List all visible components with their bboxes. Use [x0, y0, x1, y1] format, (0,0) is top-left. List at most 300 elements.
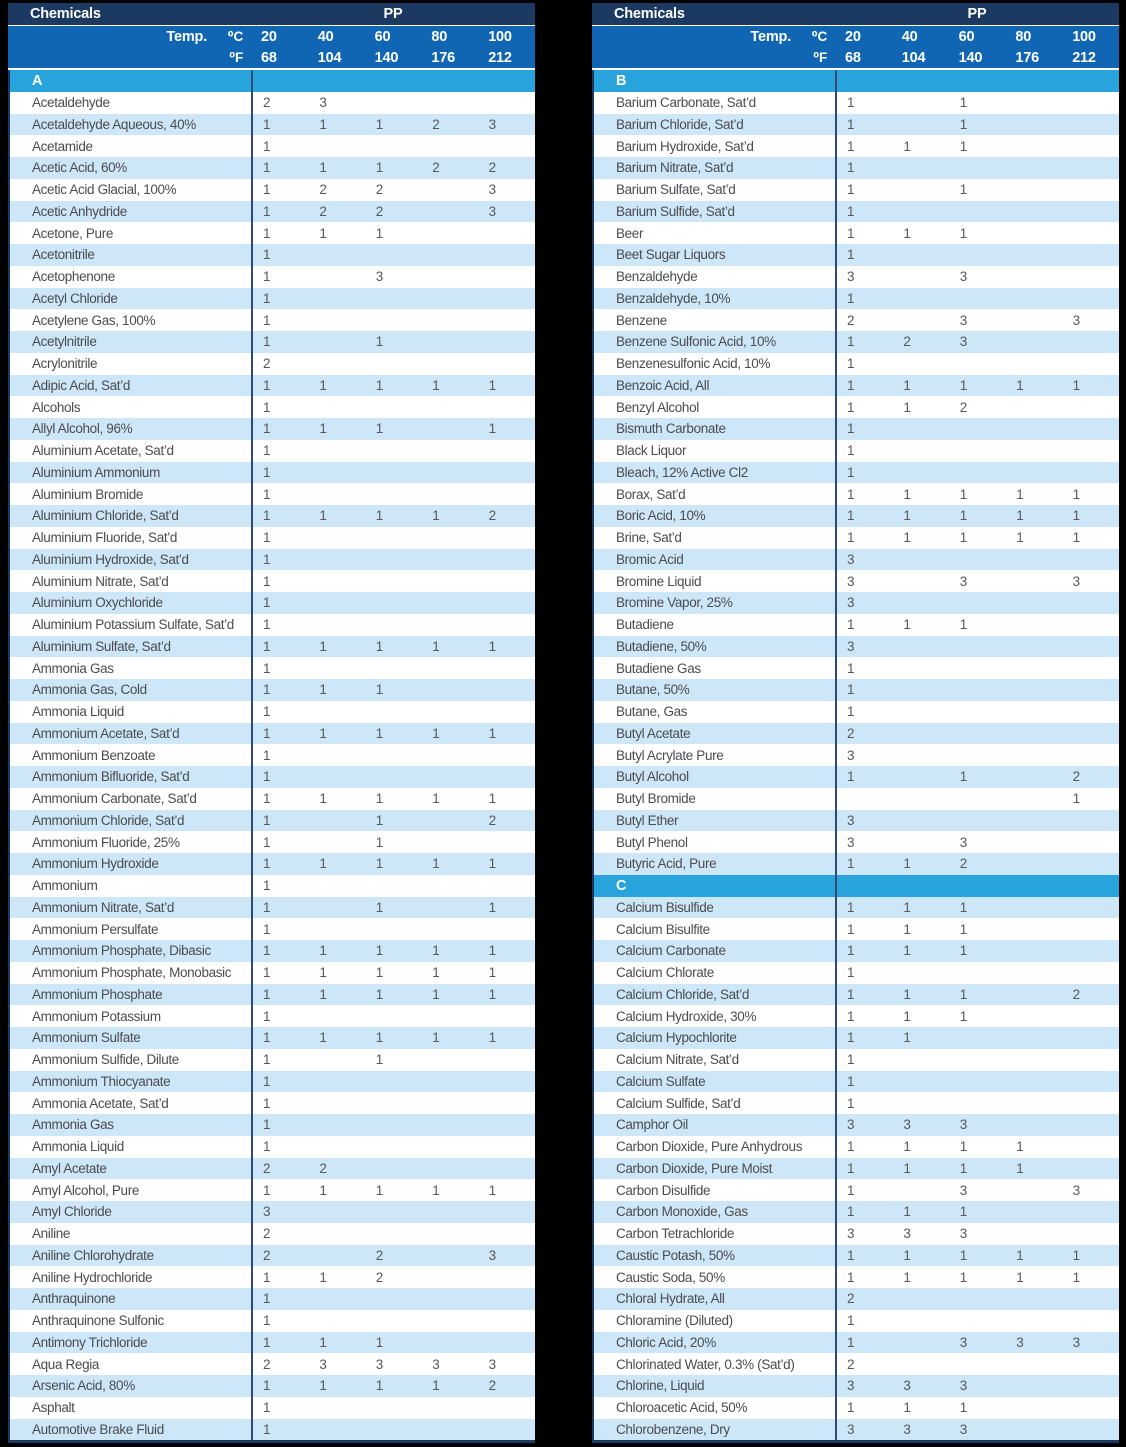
temp-f-col-3: 140 — [958, 49, 983, 66]
rating-value — [893, 744, 949, 766]
rating-value — [1006, 1114, 1062, 1136]
rating-value: 1 — [959, 377, 968, 393]
rating-value — [1006, 440, 1062, 462]
chemical-name: Butyl Acetate — [594, 723, 837, 745]
table-row — [594, 897, 1119, 919]
rating-value — [366, 1136, 422, 1158]
chemical-name: Butyric Acid, Pure — [594, 853, 837, 875]
rating-value — [1006, 1071, 1062, 1093]
table-row — [594, 440, 1119, 462]
rating-value — [422, 1158, 478, 1180]
rating-value: 1 — [432, 508, 440, 524]
rating-value — [422, 288, 478, 310]
rating-value — [1063, 462, 1119, 484]
temp-f-col-5: 212 — [1072, 49, 1096, 66]
table-row — [10, 92, 535, 114]
rating-value — [309, 744, 365, 766]
rating-value — [479, 1201, 535, 1223]
table-row — [594, 527, 1119, 549]
rating-value — [1006, 1419, 1062, 1441]
rating-value: 1 — [488, 421, 497, 437]
rating-value: 2 — [263, 95, 271, 111]
rating-value — [1006, 331, 1062, 353]
rating-value — [309, 483, 365, 505]
chemical-name: Ammonia Gas — [10, 1114, 253, 1136]
rating-value — [479, 875, 535, 897]
rating-value: 1 — [903, 921, 911, 937]
table-row — [594, 266, 1119, 288]
table-row — [594, 766, 1119, 788]
chemical-name: Acetic Acid Glacial, 100% — [10, 179, 253, 201]
rating-value: 1 — [488, 856, 497, 872]
rating-value — [1063, 636, 1119, 658]
chemical-name: Butyl Bromide — [594, 788, 837, 810]
rating-value: 1 — [959, 225, 968, 241]
chemicals-column-header: Chemicals — [30, 6, 101, 22]
chemical-name: Benzaldehyde — [594, 266, 837, 288]
chemicals-column-header: Chemicals — [614, 6, 685, 22]
table-row — [594, 1223, 1119, 1245]
table-row — [594, 1158, 1119, 1180]
rating-value: 3 — [959, 1117, 968, 1133]
rating-value: 1 — [959, 182, 968, 198]
table-row — [594, 831, 1119, 853]
rating-value — [479, 1049, 535, 1071]
rating-value — [479, 1419, 535, 1441]
chemical-name: Ammonium Benzoate — [10, 744, 253, 766]
table-row — [10, 1027, 535, 1049]
rating-value — [479, 309, 535, 331]
rating-value — [950, 244, 1006, 266]
rating-value: 1 — [959, 116, 968, 132]
rating-value: 1 — [847, 377, 855, 393]
rating-value: 3 — [847, 638, 855, 654]
table-row — [10, 940, 535, 962]
rating-value: 1 — [319, 1182, 327, 1198]
rating-value: 1 — [263, 986, 271, 1002]
rating-value — [893, 1288, 949, 1310]
table-row — [10, 1353, 535, 1375]
chemical-name: Acetic Anhydride — [10, 201, 253, 223]
rating-value: 2 — [847, 1291, 855, 1307]
chemical-name: Butadiene — [594, 614, 837, 636]
rating-value — [950, 1288, 1006, 1310]
rating-value: 1 — [1016, 1247, 1024, 1263]
rating-value — [479, 1223, 535, 1245]
rating-value — [1063, 1288, 1119, 1310]
rating-value: 3 — [847, 1421, 855, 1437]
rating-value: 1 — [488, 725, 497, 741]
rating-value: 1 — [375, 965, 384, 981]
table-row — [594, 636, 1119, 658]
rating-value: 3 — [847, 834, 855, 850]
rating-value — [1006, 1288, 1062, 1310]
rating-value — [479, 570, 535, 592]
chem-compat-table-left — [8, 3, 535, 1443]
table-row — [10, 657, 535, 679]
table-row — [10, 331, 535, 353]
rating-value — [309, 135, 365, 157]
rating-value: 1 — [263, 704, 271, 720]
chem-compat-table-right — [592, 3, 1119, 1443]
rating-value: 1 — [432, 856, 440, 872]
table-row — [10, 483, 535, 505]
rating-value — [950, 962, 1006, 984]
rating-value — [366, 570, 422, 592]
table-row — [10, 114, 535, 136]
chemical-name: Chlorine, Liquid — [594, 1375, 837, 1397]
rating-value — [422, 92, 478, 114]
rating-value — [422, 1201, 478, 1223]
chemical-name: Acetamide — [10, 135, 253, 157]
chemical-name: Acetone, Pure — [10, 222, 253, 244]
rating-value — [422, 701, 478, 723]
rating-value: 1 — [847, 443, 855, 459]
rating-value — [1006, 744, 1062, 766]
rating-value: 1 — [263, 943, 271, 959]
rating-value — [1006, 1179, 1062, 1201]
rating-value: 1 — [488, 965, 497, 981]
chemical-name: Calcium Bisulfide — [594, 897, 837, 919]
table-row — [594, 1375, 1119, 1397]
rating-value: 3 — [903, 1226, 911, 1242]
rating-value: 1 — [847, 138, 855, 154]
rating-value — [422, 222, 478, 244]
table-row — [594, 1005, 1119, 1027]
rating-value — [893, 570, 949, 592]
rating-value: 2 — [319, 182, 327, 198]
rating-value: 1 — [903, 377, 911, 393]
rating-value: 1 — [263, 1073, 271, 1089]
rating-value: 1 — [959, 1139, 968, 1155]
rating-value: 3 — [847, 269, 855, 285]
table-row — [594, 157, 1119, 179]
table-title-row — [8, 3, 535, 26]
rating-value: 1 — [847, 1334, 855, 1350]
rating-value: 3 — [959, 834, 968, 850]
rating-value — [950, 157, 1006, 179]
rating-value — [1006, 244, 1062, 266]
table-body — [592, 70, 1119, 1443]
section-letter: B — [594, 70, 837, 92]
chemical-name: Acetylnitrile — [10, 331, 253, 353]
rating-value — [422, 831, 478, 853]
rating-value — [1063, 701, 1119, 723]
rating-value: 2 — [847, 725, 855, 741]
rating-value — [1006, 179, 1062, 201]
chemical-name: Aluminium Nitrate, Sat’d — [10, 570, 253, 592]
rating-value: 1 — [1072, 1247, 1081, 1263]
rating-value — [366, 875, 422, 897]
fahrenheit-row — [8, 47, 535, 68]
rating-value — [893, 636, 949, 658]
rating-value: 3 — [959, 1334, 968, 1350]
rating-value: 1 — [375, 508, 384, 524]
temp-c-col-3: 60 — [958, 28, 975, 45]
rating-value — [479, 918, 535, 940]
chemical-name: Acetyl Chloride — [10, 288, 253, 310]
rating-value: 2 — [263, 1247, 271, 1263]
rating-value: 2 — [375, 1269, 384, 1285]
rating-value: 1 — [263, 464, 271, 480]
chemical-name: Calcium Carbonate — [594, 940, 837, 962]
table-row — [10, 744, 535, 766]
rating-value: 1 — [959, 617, 968, 633]
chemical-name: Ammonium — [10, 875, 253, 897]
table-row — [10, 1245, 535, 1267]
chemical-name: Bromic Acid — [594, 549, 837, 571]
rating-value: 1 — [847, 95, 855, 111]
rating-value: 1 — [847, 1030, 855, 1046]
chemical-name: Benzene — [594, 309, 837, 331]
rating-value — [422, 875, 478, 897]
chemical-name: Ammonium Phosphate — [10, 984, 253, 1006]
rating-value — [422, 614, 478, 636]
chemical-name: Automotive Brake Fluid — [10, 1419, 253, 1441]
rating-value — [1006, 984, 1062, 1006]
rating-value — [1006, 157, 1062, 179]
table-row — [10, 614, 535, 636]
section-header — [10, 70, 535, 92]
rating-value — [366, 483, 422, 505]
rating-value: 1 — [432, 943, 440, 959]
rating-value — [950, 657, 1006, 679]
rating-value — [422, 462, 478, 484]
rating-value — [422, 1049, 478, 1071]
rating-value — [366, 1201, 422, 1223]
rating-value: 1 — [959, 1400, 968, 1416]
rating-value — [1006, 962, 1062, 984]
rating-value: 1 — [263, 203, 271, 219]
rating-value — [1063, 1049, 1119, 1071]
rating-value — [366, 614, 422, 636]
rating-value: 1 — [263, 617, 271, 633]
rating-value — [893, 1310, 949, 1332]
rating-value: 1 — [263, 965, 271, 981]
chemical-name: Acetylene Gas, 100% — [10, 309, 253, 331]
chemical-name: Calcium Nitrate, Sat’d — [594, 1049, 837, 1071]
rating-value — [309, 897, 365, 919]
rating-value — [1006, 266, 1062, 288]
rating-value: 1 — [1072, 486, 1081, 502]
rating-value: 1 — [263, 725, 271, 741]
chemical-name: Benzaldehyde, 10% — [594, 288, 837, 310]
temp-c-col-5: 100 — [488, 28, 512, 45]
rating-value — [893, 810, 949, 832]
rating-value — [422, 353, 478, 375]
rating-value: 1 — [432, 965, 440, 981]
rating-value — [1006, 1049, 1062, 1071]
rating-value: 1 — [263, 399, 271, 415]
rating-value — [422, 744, 478, 766]
rating-value: 1 — [959, 1204, 968, 1220]
table-row — [10, 201, 535, 223]
rating-value: 2 — [959, 856, 968, 872]
rating-value: 1 — [375, 899, 384, 915]
rating-value: 1 — [375, 856, 384, 872]
rating-value: 3 — [1072, 312, 1081, 328]
table-row — [10, 179, 535, 201]
rating-value: 1 — [319, 1334, 327, 1350]
rating-value — [366, 462, 422, 484]
rating-value — [1006, 201, 1062, 223]
rating-value — [1006, 353, 1062, 375]
rating-value: 1 — [903, 138, 911, 154]
rating-value: 1 — [319, 1269, 327, 1285]
chemical-name: Ammonium Chloride, Sat’d — [10, 810, 253, 832]
table-row — [594, 396, 1119, 418]
rating-value: 1 — [263, 899, 271, 915]
rating-value — [479, 288, 535, 310]
rating-value: 1 — [432, 1378, 440, 1394]
section-letter: C — [594, 875, 837, 897]
rating-value — [309, 1005, 365, 1027]
table-row — [10, 135, 535, 157]
rating-value — [366, 353, 422, 375]
rating-value — [893, 114, 949, 136]
rating-value: 1 — [959, 1269, 968, 1285]
rating-value — [1006, 701, 1062, 723]
temp-f-col-2: 104 — [317, 49, 342, 66]
rating-value — [309, 614, 365, 636]
table-row — [594, 1027, 1119, 1049]
rating-value: 1 — [847, 682, 855, 698]
rating-value: 1 — [903, 1139, 911, 1155]
rating-value — [366, 1223, 422, 1245]
rating-value: 1 — [263, 747, 271, 763]
rating-value: 1 — [375, 1182, 384, 1198]
rating-value — [950, 1027, 1006, 1049]
chemical-name: Acetaldehyde — [10, 92, 253, 114]
table-row — [10, 1201, 535, 1223]
rating-value: 1 — [847, 986, 855, 1002]
rating-value — [950, 788, 1006, 810]
table-row — [594, 1179, 1119, 1201]
rating-value: 1 — [263, 443, 271, 459]
rating-value — [479, 1397, 535, 1419]
rating-value: 1 — [263, 116, 271, 132]
chemical-name: Acrylonitrile — [10, 353, 253, 375]
rating-value: 3 — [319, 95, 327, 111]
chemical-name: Adipic Acid, Sat’d — [10, 375, 253, 397]
rating-value: 2 — [1072, 769, 1081, 785]
rating-value — [422, 483, 478, 505]
chemical-name: Ammonium Fluoride, 25% — [10, 831, 253, 853]
table-body — [8, 70, 535, 1443]
rating-value: 3 — [959, 269, 968, 285]
rating-value — [309, 1245, 365, 1267]
rating-value: 1 — [263, 921, 271, 937]
rating-value — [309, 1397, 365, 1419]
rating-value — [1063, 657, 1119, 679]
celsius-row — [592, 26, 1119, 47]
rating-value: 1 — [903, 1269, 911, 1285]
rating-value: 1 — [375, 1052, 384, 1068]
rating-value: 1 — [903, 1204, 911, 1220]
rating-value — [1063, 549, 1119, 571]
chemical-name: Butyl Phenol — [594, 831, 837, 853]
rating-value: 1 — [1016, 508, 1024, 524]
chemical-name: Black Liquor — [594, 440, 837, 462]
chemical-name: Benzenesulfonic Acid, 10% — [594, 353, 837, 375]
rating-value — [1063, 1310, 1119, 1332]
table-row — [10, 288, 535, 310]
rating-value — [309, 1092, 365, 1114]
chemical-name: Amyl Chloride — [10, 1201, 253, 1223]
table-row — [594, 679, 1119, 701]
chemical-name: Ammonium Sulfide, Dilute — [10, 1049, 253, 1071]
rating-value — [422, 1071, 478, 1093]
rating-value: 1 — [319, 116, 327, 132]
rating-value: 1 — [903, 1400, 911, 1416]
table-row — [10, 1005, 535, 1027]
rating-value: 1 — [375, 682, 384, 698]
chemical-name: Borax, Sat’d — [594, 483, 837, 505]
table-row — [10, 244, 535, 266]
rating-value: 2 — [488, 160, 497, 176]
table-row — [594, 1114, 1119, 1136]
rating-value: 2 — [263, 1226, 271, 1242]
temp-f-col-3: 140 — [374, 49, 399, 66]
chemical-name: Brine, Sat’d — [594, 527, 837, 549]
table-row — [594, 244, 1119, 266]
rating-value — [422, 766, 478, 788]
chemical-name: Asphalt — [10, 1397, 253, 1419]
rating-value: 1 — [319, 421, 327, 437]
rating-value — [1006, 940, 1062, 962]
rating-value — [422, 309, 478, 331]
rating-value: 1 — [263, 1313, 271, 1329]
rating-value — [893, 1353, 949, 1375]
rating-value — [950, 1310, 1006, 1332]
table-row — [10, 527, 535, 549]
rating-value — [309, 1136, 365, 1158]
rating-value: 1 — [959, 986, 968, 1002]
rating-value: 3 — [1072, 1334, 1081, 1350]
chemical-name: Boric Acid, 10% — [594, 505, 837, 527]
chemical-name: Aluminium Potassium Sulfate, Sat’d — [10, 614, 253, 636]
rating-value — [422, 810, 478, 832]
temp-label: Temp. — [166, 28, 207, 45]
rating-value: 1 — [959, 921, 968, 937]
rating-value: 1 — [488, 943, 497, 959]
chemical-name: Ammonia Gas, Cold — [10, 679, 253, 701]
rating-value — [950, 1071, 1006, 1093]
rating-value — [422, 1288, 478, 1310]
chemical-name: Ammonium Thiocyanate — [10, 1071, 253, 1093]
table-row — [10, 1223, 535, 1245]
table-row — [10, 897, 535, 919]
rating-value: 1 — [903, 225, 911, 241]
rating-value — [1063, 1419, 1119, 1441]
chemical-name: Anthraquinone — [10, 1288, 253, 1310]
chemical-name: Carbon Tetrachloride — [594, 1223, 837, 1245]
rating-value — [893, 462, 949, 484]
table-row — [10, 766, 535, 788]
rating-value — [1063, 831, 1119, 853]
rating-value — [1063, 853, 1119, 875]
rating-value — [1063, 222, 1119, 244]
rating-value: 1 — [263, 812, 271, 828]
rating-value — [1063, 810, 1119, 832]
rating-value: 1 — [847, 1052, 855, 1068]
rating-value — [1006, 309, 1062, 331]
rating-value: 1 — [847, 508, 855, 524]
rating-value — [950, 679, 1006, 701]
rating-value — [1006, 1027, 1062, 1049]
rating-value — [1006, 1375, 1062, 1397]
rating-value — [950, 201, 1006, 223]
